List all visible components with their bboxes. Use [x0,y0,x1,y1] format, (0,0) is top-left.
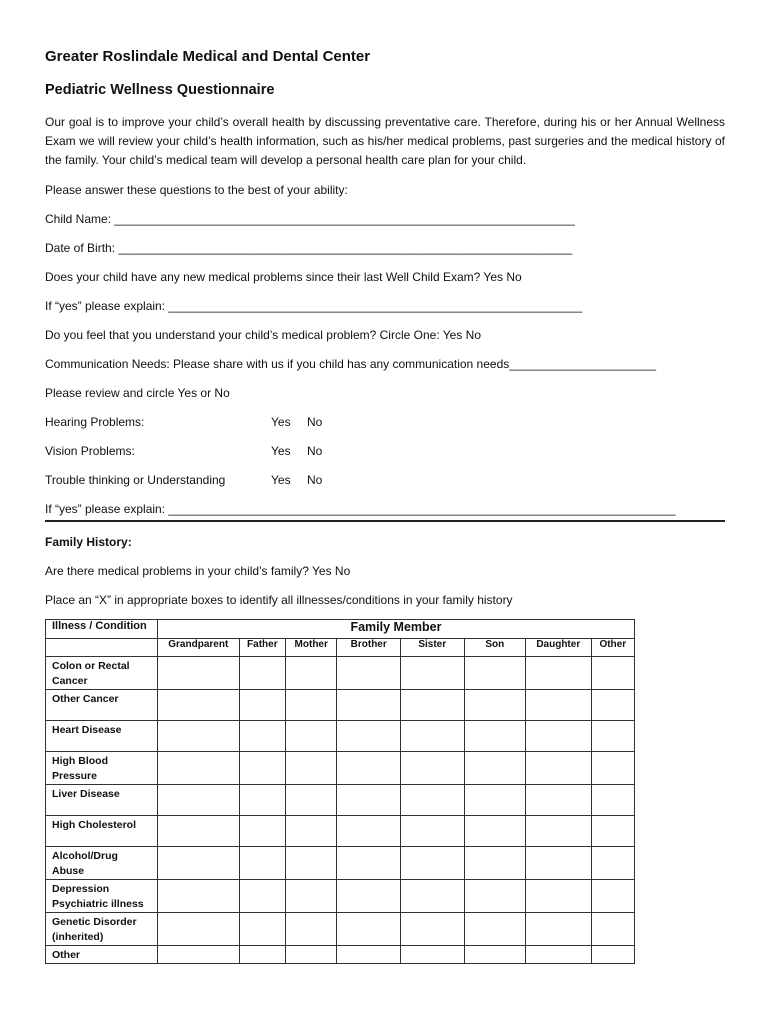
checkbox-cell-sister[interactable] [400,721,464,752]
table-row [46,816,635,847]
checkbox-cell-mother[interactable] [286,913,337,946]
checkbox-cell-other[interactable] [591,721,634,752]
explain-field-2[interactable]: If “yes” please explain: ____________________________________________________________________________ [45,502,676,516]
family-history-table [45,619,635,964]
checkbox-cell-other[interactable] [591,913,634,946]
checkbox-cell-daughter[interactable] [526,946,592,964]
checkbox-cell-father[interactable] [239,690,285,721]
thinking-yes-option[interactable]: Yes [271,473,291,487]
condition-label: Genetic Disorder (inherited) [46,913,158,946]
vision-problems-label: Vision Problems: [45,444,135,458]
checkbox-cell-sister[interactable] [400,752,464,785]
checkbox-cell-other[interactable] [591,880,634,913]
condition-label: Colon or Rectal Cancer [46,657,158,690]
checkbox-cell-son[interactable] [464,690,526,721]
form-title: Pediatric Wellness Questionnaire [45,82,275,98]
date-of-birth-field[interactable]: Date of Birth: ____________________________________________________________________ [45,241,573,255]
checkbox-cell-son[interactable] [464,880,526,913]
communication-needs-field[interactable]: Communication Needs: Please share with us if you child has any communication needs______________________ [45,357,657,371]
checkbox-cell-father[interactable] [239,913,285,946]
checkbox-cell-daughter[interactable] [526,847,592,880]
checkbox-cell-daughter[interactable] [526,721,592,752]
condition-label: Alcohol/Drug Abuse [46,847,158,880]
explain-field-1[interactable]: If “yes” please explain: ______________________________________________________________ [45,299,583,313]
checkbox-cell-grandparent[interactable] [157,721,239,752]
hearing-no-option[interactable]: No [307,415,323,429]
checkbox-cell-daughter[interactable] [526,785,592,816]
checkbox-cell-daughter[interactable] [526,752,592,785]
checkbox-cell-daughter[interactable] [526,913,592,946]
checkbox-cell-sister[interactable] [400,690,464,721]
member-header-other: Other [591,639,634,657]
hearing-problems-label: Hearing Problems: [45,415,145,429]
checkbox-cell-sister[interactable] [400,913,464,946]
thinking-no-option[interactable]: No [307,473,323,487]
section-divider [45,520,725,522]
table-row [46,690,635,721]
condition-label: High Cholesterol [46,816,158,847]
hearing-yes-option[interactable]: Yes [271,415,291,429]
checkbox-cell-mother[interactable] [286,847,337,880]
checkbox-cell-brother[interactable] [337,657,401,690]
checkbox-cell-mother[interactable] [286,690,337,721]
condition-label: Other [46,946,158,964]
trouble-thinking-label: Trouble thinking or Understanding [45,473,226,487]
checkbox-cell-brother[interactable] [337,913,401,946]
checkbox-cell-grandparent[interactable] [157,880,239,913]
understand-question[interactable]: Do you feel that you understand your child’s medical problem? Circle One: Yes No [45,328,482,342]
vision-yes-option[interactable]: Yes [271,444,291,458]
checkbox-cell-mother[interactable] [286,785,337,816]
member-header-son: Son [464,639,526,657]
checkbox-cell-brother[interactable] [337,880,401,913]
checkbox-cell-other[interactable] [591,752,634,785]
new-problems-question[interactable]: Does your child have any new medical problems since their last Well Child Exam? Yes No [45,270,522,284]
checkbox-cell-sister[interactable] [400,847,464,880]
table-row [46,721,635,752]
checkbox-cell-grandparent[interactable] [157,946,239,964]
checkbox-cell-son[interactable] [464,721,526,752]
checkbox-cell-father[interactable] [239,946,285,964]
table-row [46,657,635,690]
checkbox-cell-other[interactable] [591,847,634,880]
table-row [46,946,635,964]
checkbox-cell-other[interactable] [591,816,634,847]
checkbox-cell-brother[interactable] [337,721,401,752]
checkbox-cell-daughter[interactable] [526,816,592,847]
checkbox-cell-mother[interactable] [286,657,337,690]
family-member-header: Family Member [157,620,634,639]
checkbox-cell-sister[interactable] [400,657,464,690]
checkbox-cell-father[interactable] [239,847,285,880]
checkbox-cell-father[interactable] [239,816,285,847]
table-row [46,847,635,880]
checkbox-cell-daughter[interactable] [526,690,592,721]
checkbox-cell-mother[interactable] [286,946,337,964]
checkbox-cell-father[interactable] [239,785,285,816]
condition-label: Other Cancer [46,690,158,721]
checkbox-cell-brother[interactable] [337,847,401,880]
condition-label: High Blood Pressure [46,752,158,785]
checkbox-cell-mother[interactable] [286,816,337,847]
checkbox-cell-grandparent[interactable] [157,752,239,785]
checkbox-cell-sister[interactable] [400,946,464,964]
condition-label: Depression Psychiatric illness [46,880,158,913]
checkbox-cell-mother[interactable] [286,752,337,785]
checkbox-cell-brother[interactable] [337,752,401,785]
review-instructions: Please review and circle Yes or No [45,386,230,400]
checkbox-cell-grandparent[interactable] [157,690,239,721]
table-row [46,913,635,946]
checkbox-cell-grandparent[interactable] [157,913,239,946]
checkbox-cell-father[interactable] [239,657,285,690]
checkbox-cell-son[interactable] [464,913,526,946]
condition-column-header: Illness / Condition [46,620,158,639]
checkbox-cell-father[interactable] [239,752,285,785]
clinic-title: Greater Roslindale Medical and Dental Center [45,48,371,65]
checkbox-cell-father[interactable] [239,721,285,752]
checkbox-cell-mother[interactable] [286,721,337,752]
checkbox-cell-son[interactable] [464,785,526,816]
checkbox-cell-grandparent[interactable] [157,847,239,880]
checkbox-cell-brother[interactable] [337,785,401,816]
checkbox-cell-son[interactable] [464,752,526,785]
member-header-grandparent: Grandparent [157,639,239,657]
checkbox-cell-grandparent[interactable] [157,816,239,847]
checkbox-cell-brother[interactable] [337,946,401,964]
member-header-father: Father [239,639,285,657]
checkbox-cell-son[interactable] [464,847,526,880]
checkbox-cell-grandparent[interactable] [157,657,239,690]
intro-paragraph: Our goal is to improve your child’s overall health by discussing preventative care. Therefore, during his or her Annual Wellness Exam we will review your child’s health information, such as his/her medical problems, past surgeries and the medical history of the family. Your child’s medical team will develop a personal health care plan for your child. [45,115,725,167]
checkbox-cell-other[interactable] [591,690,634,721]
family-problems-question[interactable]: Are there medical problems in your child’s family? Yes No [45,564,351,578]
checkbox-cell-sister[interactable] [400,816,464,847]
condition-subheader-blank [46,639,158,657]
checkbox-cell-brother[interactable] [337,690,401,721]
family-history-heading: Family History: [45,535,132,549]
vision-no-option[interactable]: No [307,444,323,458]
member-header-mother: Mother [286,639,337,657]
checkbox-cell-daughter[interactable] [526,880,592,913]
checkbox-cell-other[interactable] [591,657,634,690]
checkbox-cell-mother[interactable] [286,880,337,913]
checkbox-cell-sister[interactable] [400,785,464,816]
member-header-sister: Sister [400,639,464,657]
checkbox-cell-sister[interactable] [400,880,464,913]
table-row [46,880,635,913]
checkbox-cell-other[interactable] [591,785,634,816]
checkbox-cell-other[interactable] [591,946,634,964]
checkbox-cell-son[interactable] [464,657,526,690]
condition-label: Liver Disease [46,785,158,816]
checkbox-cell-daughter[interactable] [526,657,592,690]
condition-label: Heart Disease [46,721,158,752]
family-table-body [46,657,635,964]
checkbox-cell-son[interactable] [464,816,526,847]
member-header-brother: Brother [337,639,401,657]
child-name-field[interactable]: Child Name: _____________________________________________________________________ [45,212,575,226]
member-header-daughter: Daughter [526,639,592,657]
checkbox-cell-brother[interactable] [337,816,401,847]
checkbox-cell-father[interactable] [239,880,285,913]
checkbox-cell-grandparent[interactable] [157,785,239,816]
family-table-instruction: Place an “X” in appropriate boxes to identify all illnesses/conditions in your family history [45,593,513,607]
table-row [46,785,635,816]
checkbox-cell-son[interactable] [464,946,526,964]
table-row [46,752,635,785]
instructions-text: Please answer these questions to the best of your ability: [45,183,348,197]
